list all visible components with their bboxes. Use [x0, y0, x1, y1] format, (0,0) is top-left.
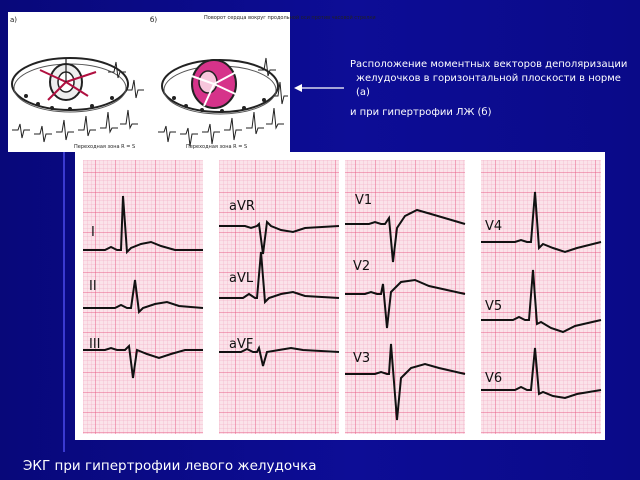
ecg-strip-v1-v3	[345, 160, 465, 434]
label-b: б)	[150, 16, 158, 24]
transition-zone-a: Переходная зона R = S	[74, 144, 136, 150]
ecg-strip-v4-v6	[481, 160, 601, 434]
lead-label-iii: III	[89, 337, 101, 352]
lead-label-avf: aVF	[229, 337, 254, 352]
lead-label-v4: V4	[485, 219, 503, 234]
lead-label-v1: V1	[355, 193, 373, 208]
label-a: а)	[10, 16, 18, 24]
ecg-strip-augmented	[219, 160, 339, 434]
divider-line	[63, 152, 65, 452]
lead-label-v6: V6	[485, 371, 503, 386]
heart-diagram-normal	[12, 58, 128, 112]
ecg-panel	[75, 152, 605, 440]
heart-diagram-lvh	[162, 60, 278, 114]
ecg-strip-limb	[83, 160, 203, 434]
pointer-arrow	[294, 83, 346, 93]
annotation-b: Поворот сердца вокруг продольной оси против часовой стрелки	[204, 15, 376, 21]
caption	[350, 58, 635, 120]
vector-diagram	[8, 12, 376, 152]
slide-title: ЭКГ при гипертрофии левого желудочка	[23, 458, 317, 474]
lead-label-v3: V3	[353, 351, 371, 366]
lead-label-v2: V2	[353, 259, 371, 274]
caption-line-1: Расположение моментных векторов деполяризации	[350, 59, 628, 70]
lead-label-i: I	[91, 225, 95, 240]
caption-line-2: желудочков в горизонтальной плоскости в норме (а)	[356, 73, 621, 98]
lead-label-ii: II	[89, 279, 97, 294]
caption-line-3: и при гипертрофии ЛЖ (б)	[350, 107, 492, 118]
transition-zone-b: Переходная зона R = S	[186, 144, 248, 150]
lead-label-avl: aVL	[229, 271, 254, 286]
lead-label-avr: aVR	[229, 199, 255, 214]
lead-label-v5: V5	[485, 299, 503, 314]
